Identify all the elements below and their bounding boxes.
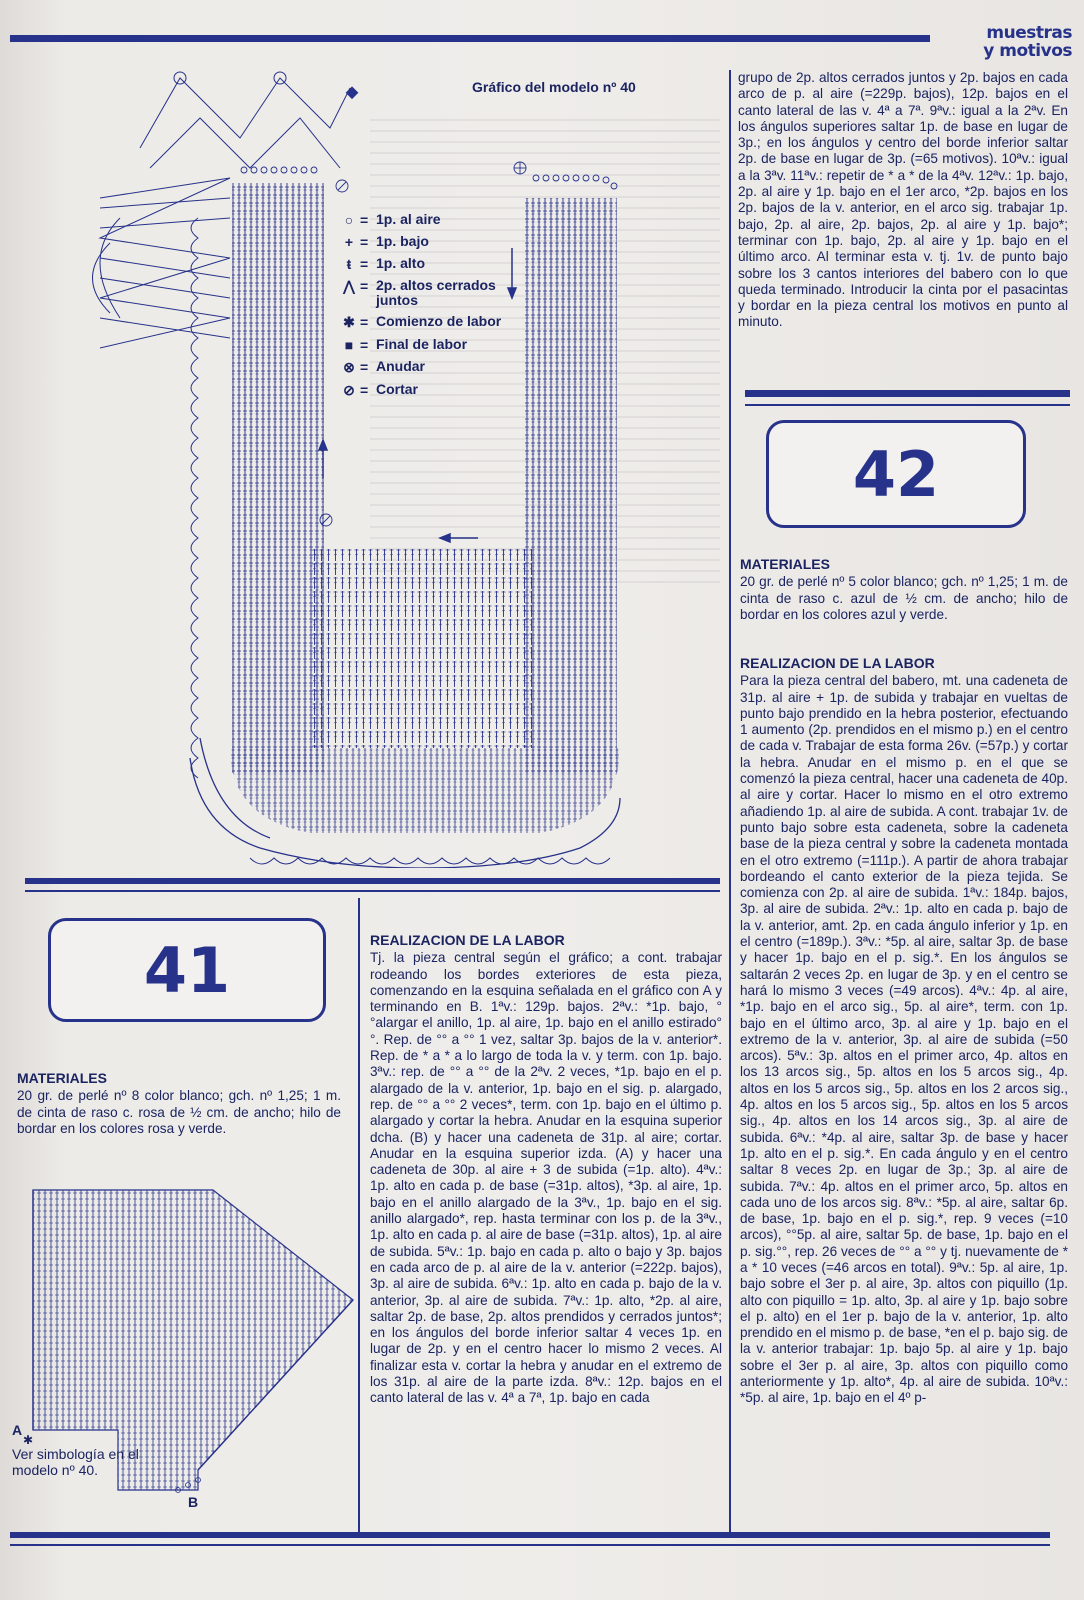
model-41-number: 41 — [48, 918, 326, 1022]
model-42-realization-heading: REALIZACION DE LA LABOR — [740, 655, 935, 671]
chart-40-title: Gráfico del modelo nº 40 — [472, 79, 636, 95]
brand-line-2: y motivos — [983, 41, 1072, 61]
legend-row: ŧ = 1p. alto — [338, 256, 538, 272]
model-41-materials-heading: MATERIALES — [17, 1070, 107, 1086]
circle-cross-icon: ⊗ — [343, 359, 355, 375]
legend-label: Anudar — [376, 358, 425, 374]
legend-row: ⊗ = Anudar — [338, 359, 538, 376]
see-symbols-note: Ver simbología en el modelo nº 40. — [12, 1446, 139, 1478]
model-41-materials-text: 20 gr. de perlé nº 8 color blanco; gch. nº 1,25; 1 m. de cinta de raso c. rosa de ½ cm. de ancho; hilo de bordar en los colores rosa y verde. — [17, 1088, 341, 1136]
model-42-materials — [740, 556, 1068, 623]
legend-row: ⊘ = Cortar — [338, 382, 538, 399]
legend-label: Comienzo de labor — [376, 313, 502, 329]
legend-label: 1p. bajo — [376, 233, 429, 249]
model-42-realization — [740, 655, 1068, 1407]
legend-row: ○ = 1p. al aire — [338, 212, 538, 228]
footer-rule-thick — [10, 1532, 1050, 1538]
model-42-rule-thick — [745, 390, 1070, 397]
legend-label: Cortar — [376, 381, 419, 397]
legend-row: + = 1p. bajo — [338, 234, 538, 250]
legend-label: Final de labor — [376, 336, 468, 352]
square-icon: ■ — [344, 337, 354, 353]
asterisk-icon: ✱ — [343, 314, 355, 330]
chart-41-label-a: A — [12, 1422, 23, 1438]
footer-rule-thin — [10, 1544, 1050, 1546]
legend-label: 1p. alto — [376, 255, 426, 271]
column-rule-right — [729, 70, 731, 1538]
col3-top-text: grupo de 2p. altos cerrados juntos y 2p. bajos en cada arco de p. al aire (=229p. bajos), 12p. bajos en el canto lateral de las v. 4ª a 7ª. 9ªv.: igual a la 2ªv. En los ángulos superiores saltar 1p. de base en lugar de 3p.; en los ángulos y centro del borde inferior saltar 2p. de base en lugar de 3p. (=65 motivos). 10ªv.: igual a la 3ªv. 11ªv.: repetir de * a * de la 4ªv. 12ªv.: 1p. bajo, 2p. al aire y 1p. bajo en el 1er arco, *2p. bajos en los 2p. bajos de la v. anterior, en el arco sig. trabajar 1p. bajo, 2p. al aire, 2p. bajos, 2p. al aire y 1p. bajo*; terminar con 1p. bajo, 2p. al aire y 1p. bajo en el último arco. Al terminar esta v. tj. 1v. de punto bajo sobre los 3 cantos interiores del babero con lo que queda terminado. Introducir la cinta por el pasacintas y bordar en la pieza central los motivos en punto al minuto. — [738, 70, 1068, 330]
chain-stitch-icon: ○ — [344, 212, 354, 228]
model-42-materials-text: 20 gr. de perlé nº 5 color blanco; gch. nº 1,25; 1 m. de cinta de raso c. azul de ½ cm. de ancho; hilo de bordar en los colores azul y verde. — [740, 574, 1068, 622]
crochet-chart-40 — [80, 58, 640, 868]
double-crochet-icon: ŧ — [346, 256, 352, 272]
chart-40-legend — [338, 212, 538, 405]
brand-logo — [952, 24, 1072, 60]
chart-41-label-b: B — [188, 1494, 199, 1510]
dc-two-together-icon: ⋀ — [343, 278, 355, 294]
legend-row: ■ = Final de labor — [338, 337, 538, 353]
section-rule-thick — [25, 878, 720, 884]
model-41-realization-heading: REALIZACION DE LA LABOR — [370, 932, 565, 948]
single-crochet-icon: + — [344, 234, 354, 250]
column-rule-left — [358, 898, 360, 1538]
model-41-realization-text: Tj. la pieza central según el gráfico; a cont. trabajar rodeando los bordes exteriores de esta pieza, comenzando en la esquina señalada en el gráfico con A y terminando en B. 1ªv.: 129p. bajos. 2ªv.: *1p. bajo, °°alargar el anillo, 1p. al aire, 1p. bajo en el anillo estirado°°. Rep. de °° a °° 1 vez, saltar 3p. bajos de la v. anterior*. Rep. de * a * a lo largo de toda la v. y term. con 1p. bajo. 3ªv.: rep. de °° a °° de la 2ªv. 2 veces, *1p. bajo en el p. alargado de la v. anterior, 1p. bajo en el sig. p. alargado, rep. de °° a °° 2 veces*, term. con 1p. bajo en el último p. alargado y cortar la hebra. Anudar en la esquina superior dcha. (B) y hacer una cadeneta de 31p. al aire; cortar. Anudar en la esquina superior izda. (A) y hacer una cadeneta de 30p. al aire + 3 de subida (=1p. alto). 4ªv.: 1p. alto en cada p. de base (=31p. altos), *3p. al aire, 1p. bajo en el anillo alargado de la 3ªv., 1p. bajo en el sig. anillo alargado*, rep. hasta terminar con los p. de la 3ªv., 1p. alto en cada p. al aire de base (=31p. altos), 1p. al aire de subida. 5ªv.: 1p. bajo en cada p. alto o bajo y 3p. bajos en cada arco de p. al aire de la v. anterior (=222p. bajos), 3p. al aire de subida. 6ªv.: 1p. alto en cada p. bajo de la v. anterior, 3p. al aire de subida. 7ªv.: 1p. alto, *2p. al aire, saltar 2p. de base, 2p. altos prendidos y cerrados juntos*; en los ángulos del borde inferior saltar 4 veces 1p. en lugar de 2p. y en el centro hacer lo mismo 2 veces. Al finalizar esta v. cortar la hebra y anudar en el extremo de los 31p. al aire de la parte izda. 8ªv.: 12p. bajos en el canto lateral de las v. 4ª a 7ª, 1p. bajo en cada — [370, 950, 722, 1406]
model-41-realization — [370, 932, 722, 1407]
brand-line-1: muestras — [986, 23, 1072, 43]
chart-41-start-icon: ✱ — [23, 1433, 34, 1447]
model-42-materials-heading: MATERIALES — [740, 556, 830, 572]
model-42-realization-text: Para la pieza central del babero, mt. una cadeneta de 31p. al aire + 1p. de subida y trabajar en vueltas de punto bajo prendido en la hebra posterior, efectuando 1 aumento (2p. prendidos en el mismo p.) en el centro de cada v. Trabajar de esta forma 26v. (=57p.) y cortar la hebra. Anudar en el mismo p. en el que se comenzó la pieza central, hacer una cadeneta de 40p. al aire y cortar. Hacer lo mismo en el otro extremo añadiendo 1p. al aire de subida. A cont. trabajar 1v. de punto bajo sobre esta cadeneta, sobre la cadeneta base de la pieza central y sobre la cadeneta montada en el otro extremo (=111p.). A partir de ahora trabajar bordeando el canto exterior de la pieza tejida. Se comienza con 2p. al aire de subida. 1ªv.: 184p. bajos, 3p. al aire de subida. 2ªv.: 1p. alto en cada p. bajo de la v. anterior, amt. 2p. en cada ángulo inferior y 1p. en el centro (=189p.). 3ªv.: *5p. al aire, saltar 3p. de base y hacer 1p. bajo en el p. sig.*. En los ángulos se saltarán 2 veces 2p. en lugar de 3p. y en el centro se hará lo mismo 3 veces (=49 arcos). 4ªv.: 4p. al aire, *1p. bajo en el arco sig., 5p. al aire*, term. con 1p. bajo en el último arco, 3p. al aire y 1p. bajo en el extremo de la v. anterior, 3p. al aire de subida (=50 arcos). 5ªv.: 3p. altos en el primer arco, 4p. altos en los 13 arcos sig., 5p. altos en los 5 arcos sig., 4p. altos en los 5 arcos sig., 5p. altos en los 2 arcos sig., 4p. altos en los 5 arcos sig., 5p. altos en los 5 arcos sig., 4p. altos en los 14 arcos sig., 3p. al aire de subida. 6ªv.: *4p. al aire, saltar 3p. de base y hacer 1p. alto en el p. sig.*. En cada ángulo y en el centro saltar 8 veces 2p. en lugar de 3p.; 3p. al aire de subida. 7ªv.: 4p. altos en el primer arco, 5p. altos en cada uno de los arcos sig. 8ªv.: *5p. al aire, saltar 6p. de base, 1p. bajo en el p. sig.*, rep. 9 veces (=10 arcos), °°5p. al aire, saltar 5p. de base, 1p. bajo en el p. sig.°°, rep. 26 veces de °° a °° y tj. nuevamente de * a * 10 veces (=46 arcos en total). 9ªv.: 5p. al aire, 1p. bajo sobre el 3er p. al aire, 3p. altos con piquillo (1p. alto con piquillo = 1p. alto, 3p. al aire y 1p. bajo sobre el p. alto) en el 1er p. bajo de la v. anterior, 1p. alto prendido en el mismo p. de base, *en el p. bajo sig. de la v. anterior trabajar: 1p. bajo 5p. al aire y 1p. bajo sobre el 3er p. al aire, 3p. altos con piquillo como anteriormente y 1p. alto*, 4p. al aire de subida. 10ªv.: *5p. al aire, 1p. bajo en el 4º p- — [740, 673, 1068, 1406]
header-rule — [10, 35, 930, 42]
legend-label: 1p. al aire — [376, 211, 441, 227]
model-41-materials — [17, 1070, 341, 1137]
circle-slash-icon: ⊘ — [343, 382, 355, 398]
legend-row: ⋀ = 2p. altos cerrados juntos — [338, 278, 538, 308]
section-rule-thin — [25, 890, 720, 892]
legend-label: 2p. altos cerrados juntos — [376, 277, 496, 308]
model-42-rule-thin — [745, 404, 1070, 406]
legend-row: ✱ = Comienzo de labor — [338, 314, 538, 331]
model-42-number: 42 — [766, 420, 1026, 528]
